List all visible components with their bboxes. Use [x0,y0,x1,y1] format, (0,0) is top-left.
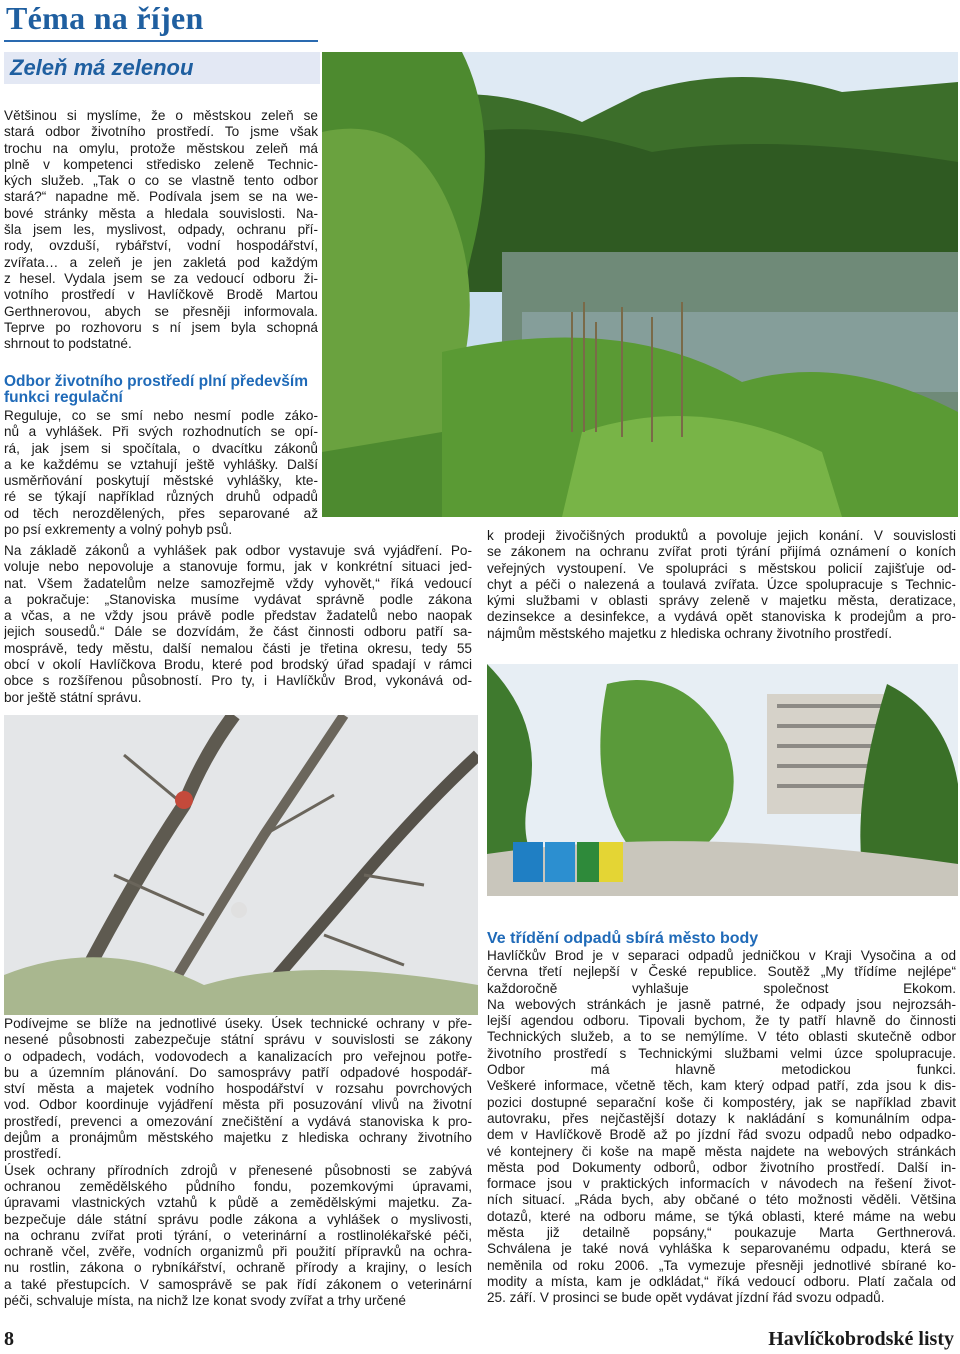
text-line: vod. Odbor koordinuje vyjádření města při posuzování vlivů na životní [4,1097,472,1113]
publication-name: Havlíčkobrodské listy [768,1328,954,1350]
text-line: bu a územním plánování. Do samosprávy patří odpadové hospodář- [4,1064,472,1080]
text-line: a pokračuje: „Stanoviska musíme vydávat správně podle zákona [4,591,472,607]
text-line: shrnout to podstatné. [4,336,132,352]
subheading-regulation-line1: Odbor životního prostředí plní především [4,373,308,390]
text-line: kými službami v oblasti správy zeleně v majetku města, deratizace, [487,593,956,609]
text-line: péči, schvaluje místa, na nichž lze konat svody zvířat a trhy určené [4,1293,406,1309]
text-line: prostředí, prevenci a omezování znečištění a vydává stanoviska k pro- [4,1113,472,1129]
text-line: po psí exkrementy a volný pohyb psů. [4,522,233,538]
text-line: usměrňování poskytují městské vyhlášky, kte- [4,473,318,489]
text-line: zvířata… a zeleň je jen zakletá pod každým [4,254,318,270]
text-line: jejich sousedů.“ Dále se dozvídám, že část činnosti odboru patří sa- [4,624,472,640]
housing-containers-photo [487,664,958,896]
text-line: autovraku, přes nejčastější dotazy k nakládání s komunálním odpa- [487,1110,956,1126]
section-heading: Zeleň má zelenou [4,52,320,84]
text-line: Většinou si myslíme, že o městskou zeleň se [4,108,318,123]
subheading-sorting: Ve třídění odpadů sbírá město body [487,930,759,947]
text-line: na ochranu zvířat proti týrání, o veterinární a rostlinolékařské péči, [4,1227,472,1243]
subheading-regulation [4,374,322,406]
text-line: a ke každému se vztahují ještě vyhlášky. Další [4,456,318,472]
text-line: úpravami vlastnických vztahů k půdě a zemědělskými majetku. Za- [4,1195,472,1211]
text-line: veřejných vystoupení. Ve spolupráci s městskou policií zajišťuje od- [487,560,956,576]
text-line: nů a vyhlášek. Při svých rozhodnutích se opí- [4,424,318,440]
text-line: ství města a majetek vodního hospodářství v rozsahu povrchových [4,1081,472,1097]
text-line: ochranou zemědělského půdního fondu, pozemkovými úpravami, [4,1178,472,1194]
text-line: vé kontejnery či koše na mapě města najdete na webových stránkách [487,1143,956,1159]
text-line: a včas, a ne vždy jsou právě podle představ žadatelů nebo naopak [4,608,472,624]
text-line: Odbor má hlavně metodickou funkci. [487,1062,956,1078]
text-line: nájmům městského majetku z hlediska ochrany životního prostředí. [487,625,892,641]
page-number: 8 [4,1328,14,1350]
text-line: pozici dostupné separační koše či kompostéry, jak se například zbavit [487,1094,956,1110]
text-line: Reguluje, co se smí nebo nesmí podle záko- [4,408,318,423]
text-line: z hesel. Vydala jsem se za vedoucí odboru ži- [4,270,318,286]
decisions-paragraph [4,543,472,706]
text-line: Úsek ochrany přírodních zdrojů v přenesené působnosti se zabývá [4,1162,472,1178]
animals-paragraph [487,528,956,642]
text-line: obcí v okolí Havlíčkova Brodu, které pod brodský úřad spadají v rámci [4,657,472,673]
text-line: Teprve po rozhovoru s ní jsem byla schopná [4,319,318,335]
text-line: modity a místa, kam je odkládat,“ říká vedoucí odboru. Platí začala od [487,1273,956,1289]
text-line: dotazů, které na odboru máme, se týká oblasti, které máme na webu [487,1208,956,1224]
text-line: města pod Dokumenty odborů, odbor životního prostředí. Další in- [487,1159,956,1175]
text-line: trochu na omylu, protože městskou zeleň má [4,140,318,156]
text-line: rá, jak jsem si spočítala, o dvacítku zákonů [4,440,318,456]
text-line: nat. Všem žadatelům nelze samozřejmě vždy vyhovět,“ říká vedoucí [4,575,472,591]
text-line: nesené působnosti zabezpečuje státní správu v souvislosti se zákony [4,1032,472,1048]
text-line: Na webových stránkách je jasně patrné, že odpady jsou nejrozsáh- [487,996,956,1012]
regulation-paragraph [4,408,318,538]
text-line: formace jsou v praktických informacích v návodech na řešení život- [487,1176,956,1192]
sorting-paragraph [487,948,956,1307]
text-line: k prodeji živočišných produktů a povoluje jejich konání. V souvislosti [487,528,956,543]
text-line: mosprávě, tedy městu, další nemalou části je třetina okresu, tedy 55 [4,640,472,656]
text-line: Havlíčkův Brod je v separaci odpadů jedničkou v Kraji Vysočina a od [487,948,956,963]
text-line: Na základě zákonů a vyhlášek pak odbor vystavuje svá vyjádření. Po- [4,543,472,558]
text-line: června třetí nejlepší v České republice. Soutěž „My třídíme nejlépe“ [487,964,956,980]
tree-climbers-photo [4,715,478,1015]
title-rule [4,40,318,42]
text-line: obce s rozšířenou působností. Pro ty, i Havlíčkův Brod, vykonává od- [4,673,472,689]
text-line: plně v kompetenci středisko zeleně Technic- [4,156,318,172]
text-line: životního prostředí s Technickými službami velmi úzce spolupracuje. [487,1045,956,1061]
text-line: ních situací. „Ráda bych, aby občané o této možnosti věděli. Většina [487,1192,956,1208]
text-line: Technických služeb, a to se nemýlíme. V této oblasti skutečně odbor [487,1029,956,1045]
text-line: 25. září. V prosinci se bude opět vydávat jízdní řád svozu odpadů. [487,1290,885,1306]
text-line: prostředí. [4,1146,62,1162]
text-line: nu rostlin, zákona o rybníkářství, ochraně přírody a krajiny, o lesích [4,1260,472,1276]
sections-paragraph [4,1016,472,1309]
text-line: dejům a pronájmům městského majetku z hlediska ochrany životního [4,1130,472,1146]
text-line: votního prostředí v Havlíčkově Brodě Martou [4,287,318,303]
text-line: Gerthnerovou, abych se přesněji informovala. [4,303,318,319]
text-line: každoročně vyhlašuje společnost Ekokom. [487,980,956,996]
text-line: Podívejme se blíže na jednotlivé úseky. Úsek technické ochrany v pře- [4,1016,472,1031]
pond-photo [322,52,958,517]
text-line: stará?“ napadne mě. Podívala jsem se na we- [4,189,318,205]
intro-paragraph [4,108,318,352]
text-line: od těch nerozdělených, přes separované až [4,505,318,521]
text-line: Veškeré informace, včetně těch, kam který odpad patří, zda jsou k dis- [487,1078,956,1094]
text-line: chyt a péči o nalezená a toulavá zvířata. Úzce spolupracuje s Technic- [487,576,956,592]
text-line: a také přestupcích. V samosprávě se pak řídí zákonem o veterinární [4,1276,472,1292]
text-line: bor ještě státní správu. [4,689,142,705]
text-line: bezpečuje dále státní správu podle zákona a vyhlášek o myslivosti, [4,1211,472,1227]
text-line: kých služeb. „Tak o co se vlastně tento odbor [4,173,318,189]
subheading-regulation-line2: funkci regulační [4,389,123,406]
text-line: lejší agendou odboru. Tipovali bychom, že ty patří hlavně do činnosti [487,1013,956,1029]
text-line: bové stránky města a hledala souvislosti. Na- [4,205,318,221]
text-line: dem v Havlíčkově Brodě až po jízdní řád svozu odpadů nebo odpadko- [487,1127,956,1143]
text-line: ochraně včel, zvěře, vodních organizmů při použití přípravků na ochra- [4,1244,472,1260]
text-line: dezinsekce a desinfekce, a vydává opět stanoviska k prodejům a pro- [487,609,956,625]
text-line: o odpadech, vodách, vodovodech a kanalizacích pro veřejnou potře- [4,1048,472,1064]
text-line: rody, ovzduší, rybářství, vodní hospodářství, [4,238,318,254]
text-line: voluje nebo nepovoluje a stanovuje formu, jak v konkrétní situaci jed- [4,559,472,575]
text-line: ré se týkají například různých druhů odpadů [4,489,318,505]
text-line: města již detailně popsány,“ poukazuje Marta Gerthnerová. [487,1225,956,1241]
page-title: Téma na říjen [6,0,204,36]
text-line: neměnila od roku 2006. „Ta vymezuje přesněji jednotlivé sbírané ko- [487,1257,956,1273]
text-line: Schválena je také nová vyhláška k separovanému odpadu, která se [487,1241,956,1257]
text-line: stará odbor životního prostředí. To jsme však [4,124,318,140]
text-line: šla jsem les, myslivost, odpady, ochranu pří- [4,222,318,238]
text-line: se zákonem na ochranu zvířat proti týrání přijímá oznámení o koních [487,544,956,560]
